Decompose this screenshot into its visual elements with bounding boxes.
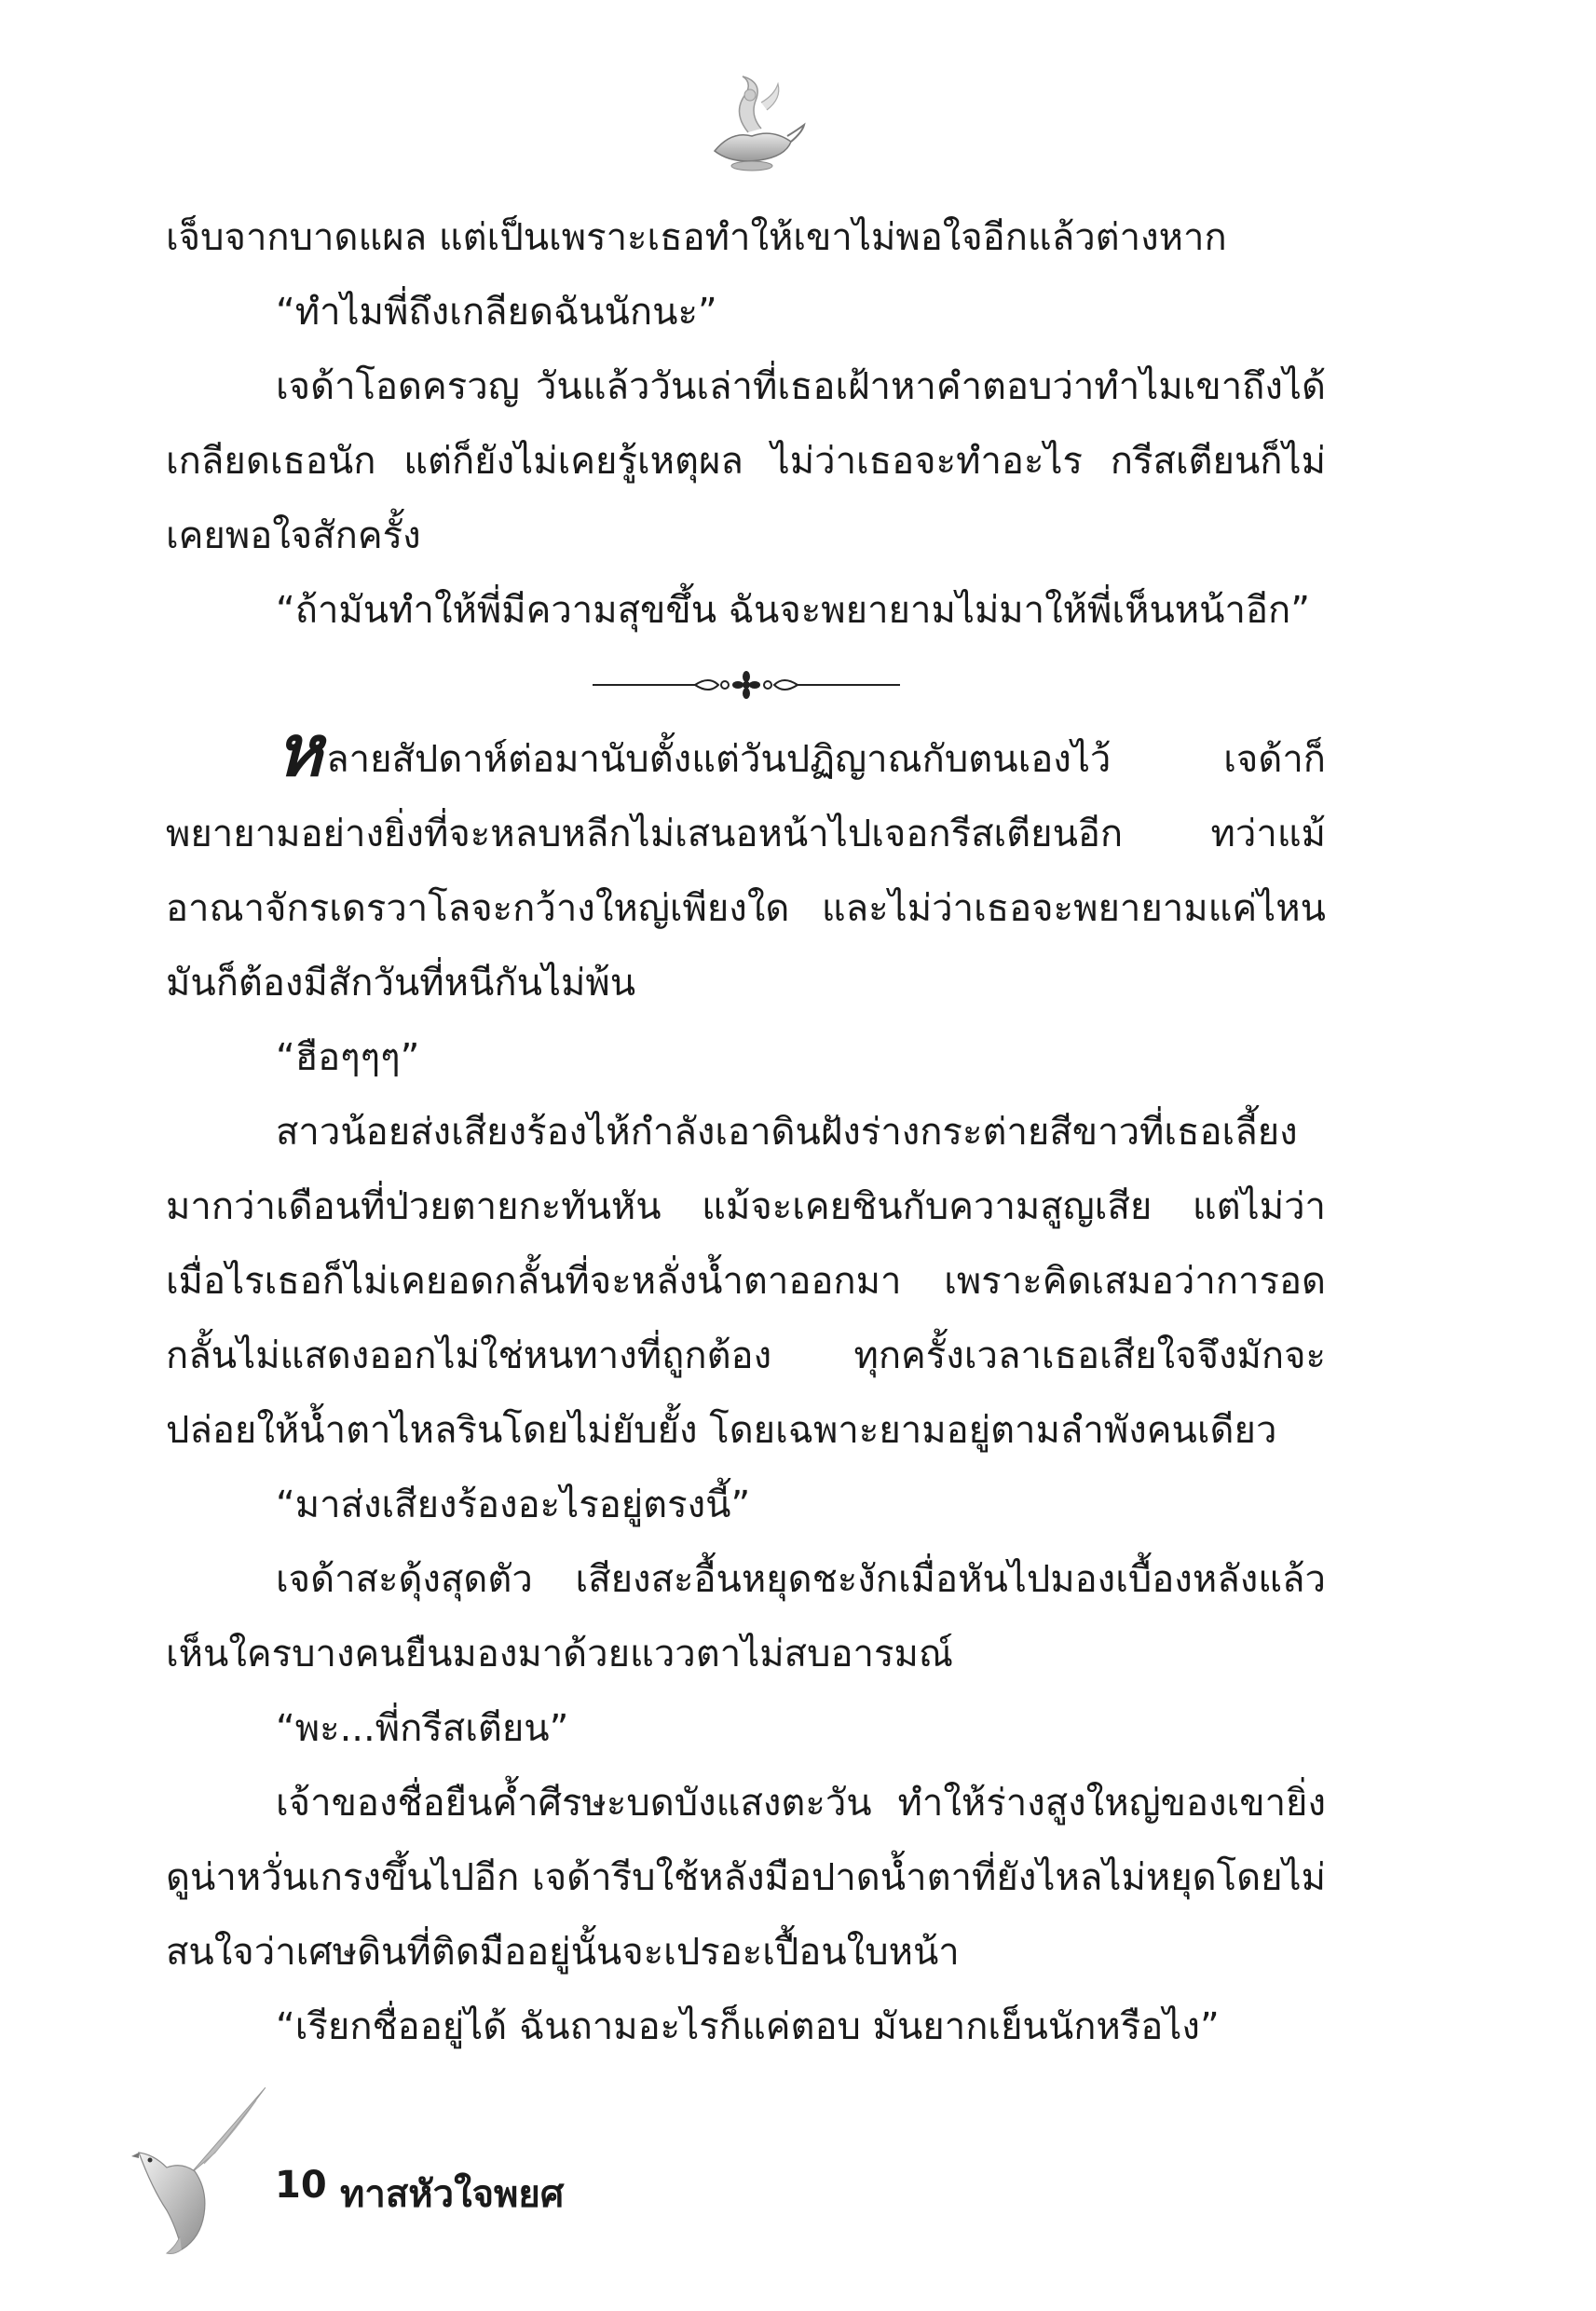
dialogue-line: “มาส่งเสียงร้องอะไรอยู่ตรงนี้” xyxy=(276,1484,751,1526)
paragraph: เจด้าโอดครวญ วันแล้ววันเล่าที่เธอเฝ้าหาคำตอบว่าทำไมเขาถึงได้เกลียดเธอนัก แต่ก็ยังไม่เคยรู้เหตุผล ไม่ว่าเธอจะทำอะไร กรีสเตียนก็ไม่เคยพอใจสักครั้ง xyxy=(166,365,1326,557)
floral-divider-icon xyxy=(593,666,900,704)
dialogue-line: “ฮือๆๆๆ” xyxy=(276,1036,420,1079)
paragraph: เจ้าของชื่อยืนค้ำศีรษะบดบังแสงตะวัน ทำให้ร่างสูงใหญ่ของเขายิ่งดูน่าหวั่นเกรงขึ้นไปอีก เจด้ารีบใช้หลังมือปาดน้ำตาที่ยังไหลไม่หยุดโดยไม่สนใจว่าเศษดินที่ติดมืออยู่นั้นจะเปรอะเปื้อนใบหน้า xyxy=(166,1782,1326,1974)
page-footer xyxy=(126,2087,778,2255)
genie-lamp-icon xyxy=(694,75,806,186)
page-number: 10 xyxy=(275,2164,327,2207)
section-opening-paragraph xyxy=(166,709,1326,1020)
dialogue-line: “เรียกชื่ออยู่ได้ ฉันถามอะไรก็แค่ตอบ มันยากเย็นนักหรือไง” xyxy=(276,2005,1220,2048)
section-divider xyxy=(166,648,1326,722)
dialogue-line: “ทำไมพี่ถึงเกลียดฉันนักนะ” xyxy=(276,291,717,334)
dialogue-line: “ถ้ามันทำให้พี่มีความสุขขึ้น ฉันจะพยายามไม่มาให้พี่เห็นหน้าอีก” xyxy=(276,589,1310,632)
section-opening-text: ลายสัปดาห์ต่อมานับตั้งแต่วันปฏิญาณกับตนเองไว้ เจด้าก็พยายามอย่างยิ่งที่จะหลบหลีกไม่เสนอหน้าไปเจอกรีสเตียนอีก ทว่าแม้อาณาจักรเดรวาโลจะกว้างใหญ่เพียงใด และไม่ว่าเธอจะพยายามแค่ไหน มันก็ต้องมีสักวันที่หนีกันไม่พ้น xyxy=(166,738,1326,1005)
dove-icon xyxy=(126,2087,266,2255)
paragraph: เจ็บจากบาดแผล แต่เป็นเพราะเธอทำให้เขาไม่พอใจอีกแล้วต่างหาก xyxy=(166,216,1227,259)
dialogue-line: “พะ...พี่กรีสเตียน” xyxy=(276,1707,569,1750)
paragraph: สาวน้อยส่งเสียงร้องไห้กำลังเอาดินฝังร่างกระต่ายสีขาวที่เธอเลี้ยงมากว่าเดือนที่ป่วยตายกะทันหัน แม้จะเคยชินกับความสูญเสีย แต่ไม่ว่าเมื่อไรเธอก็ไม่เคยอดกลั้นที่จะหลั่งน้ำตาออกมา เพราะคิดเสมอว่าการอดกลั้นไม่แสดงออกไม่ใช่หนทางที่ถูกต้อง ทุกครั้งเวลาเธอเสียใจจึงมักจะปล่อยให้น้ำตาไหลรินโดยไม่ยับยั้ง โดยเฉพาะยามอยู่ตามลำพังคนเดียว xyxy=(166,1111,1326,1452)
body-text xyxy=(166,200,1326,2064)
drop-cap: ห xyxy=(276,709,323,792)
book-title: ทาสหัวใจพยศ xyxy=(340,2173,565,2216)
paragraph: เจด้าสะดุ้งสุดตัว เสียงสะอื้นหยุดชะงักเมื่อหันไปมองเบื้องหลังแล้วเห็นใครบางคนยืนมองมาด้วยแววตาไม่สบอารมณ์ xyxy=(166,1558,1326,1675)
